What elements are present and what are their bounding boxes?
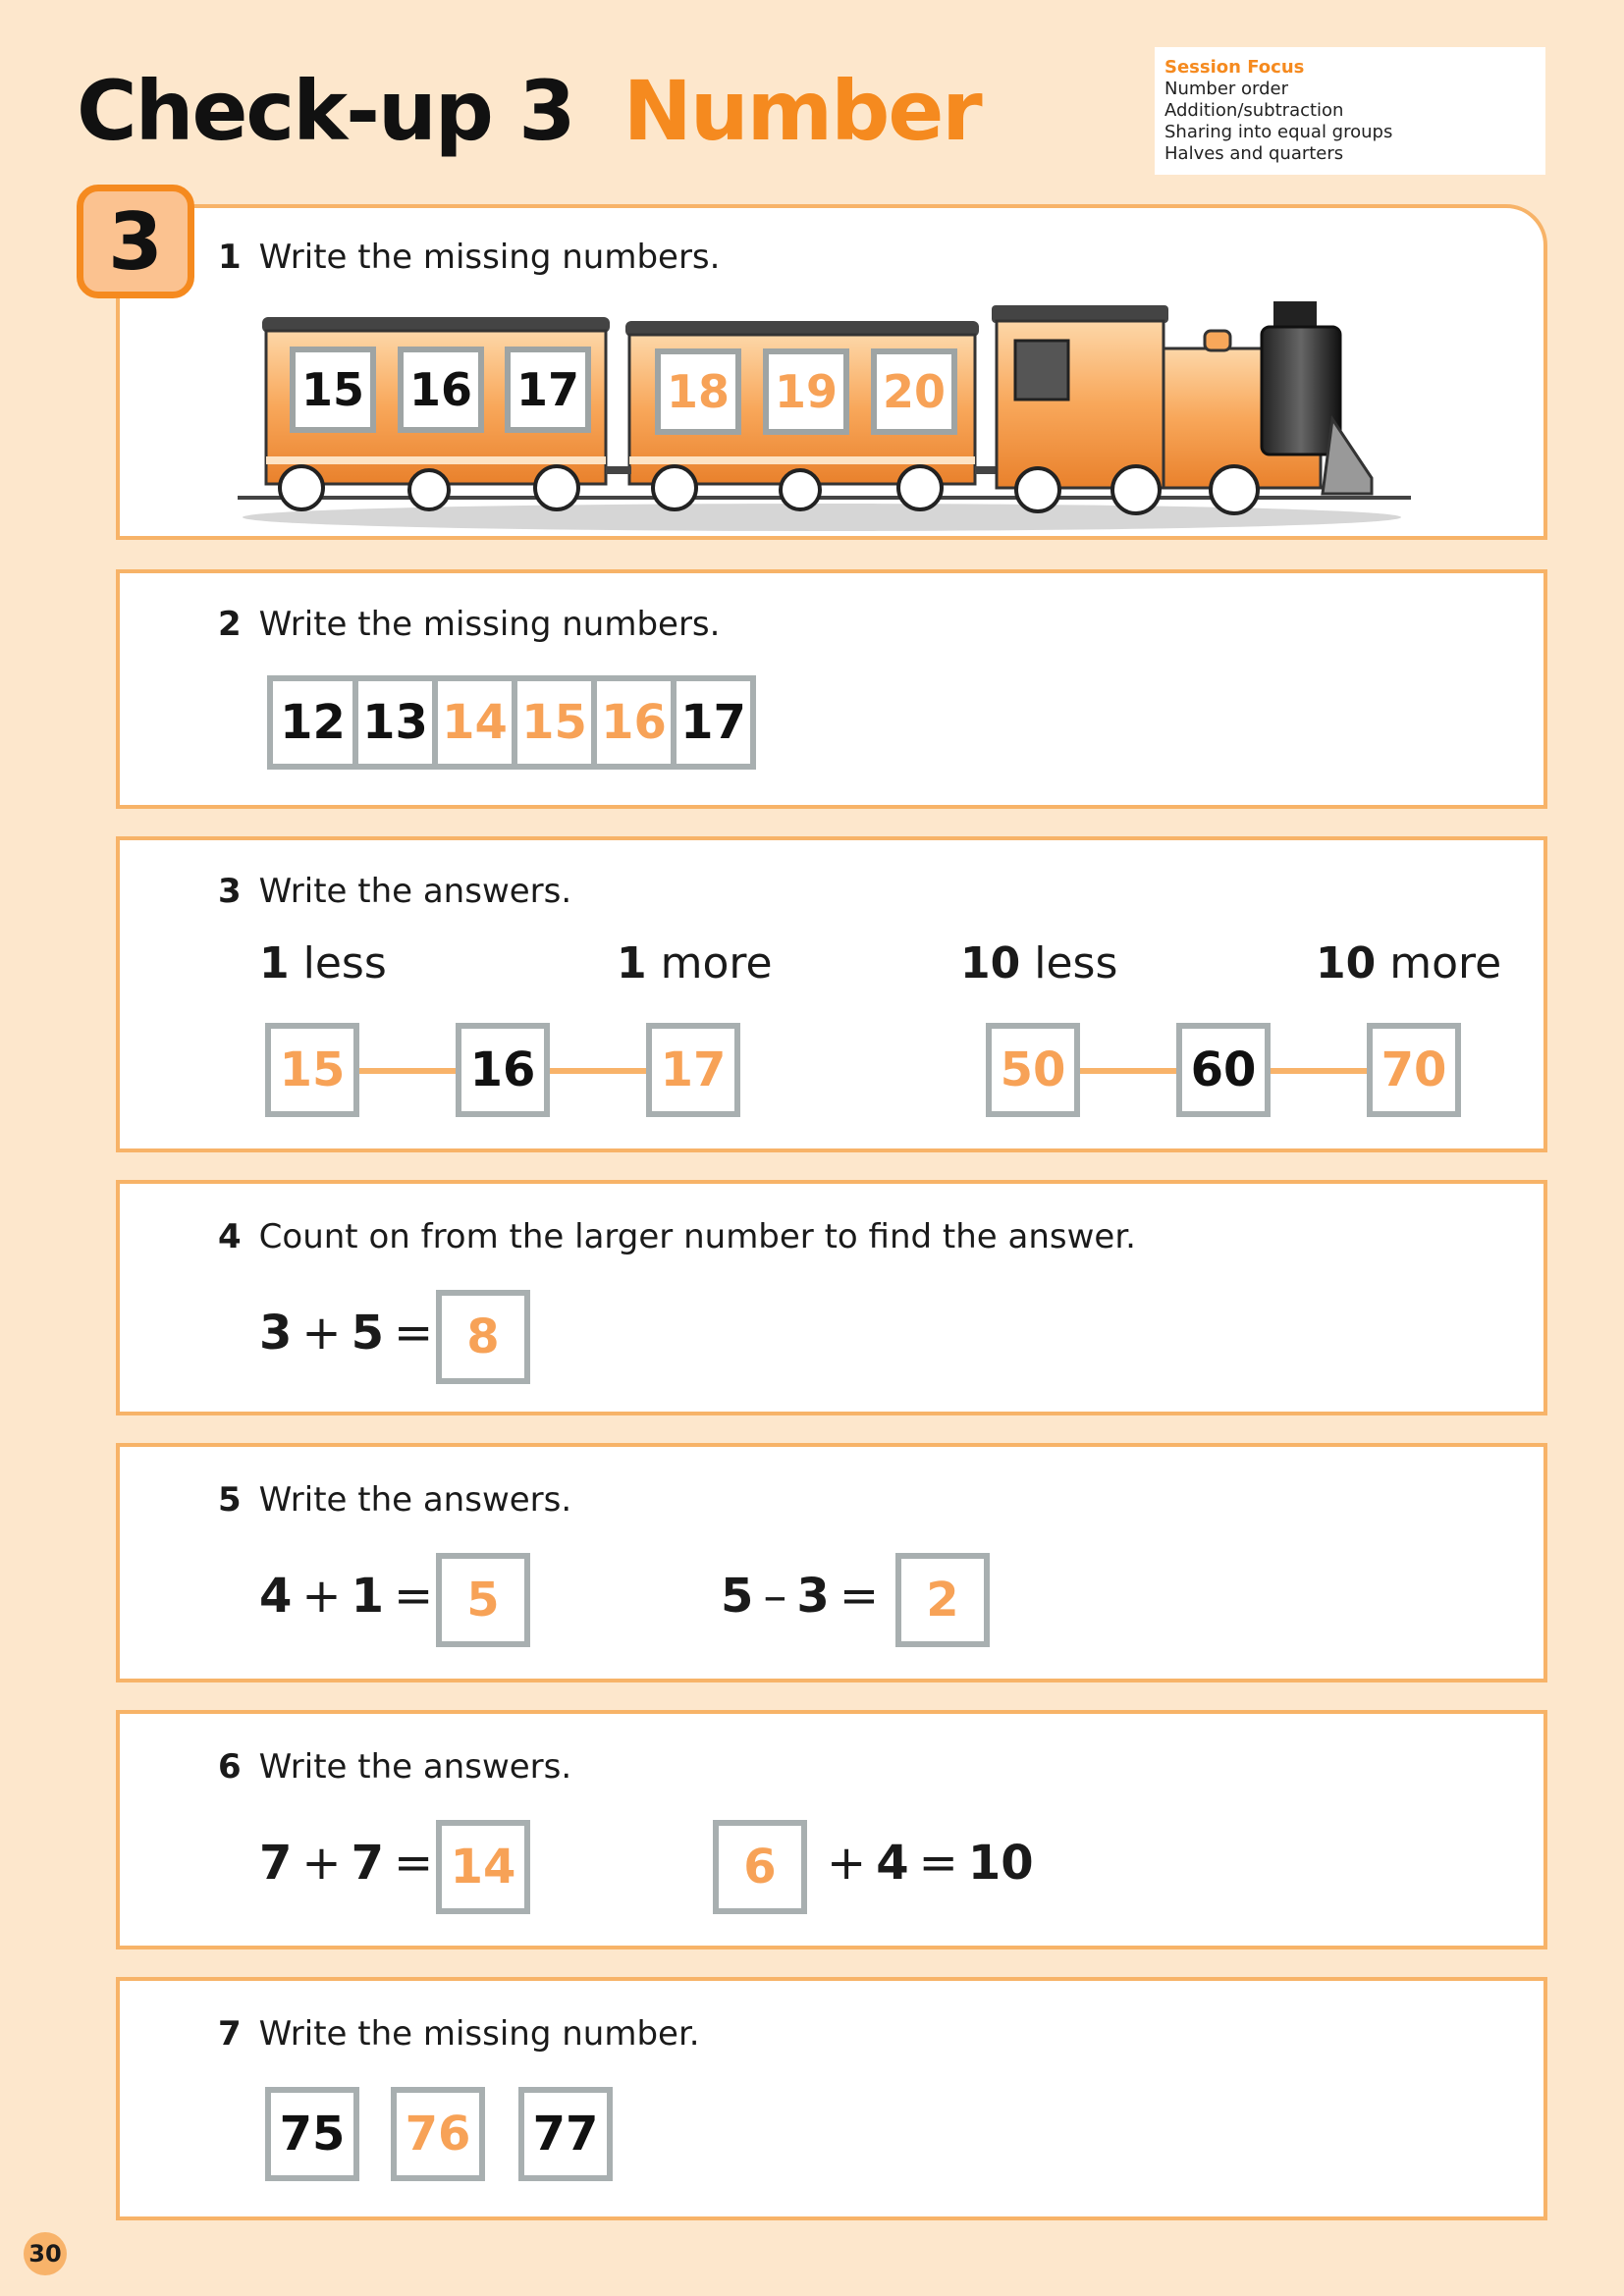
question-card-6 <box>116 1710 1547 1949</box>
train-window: 17 <box>505 347 591 433</box>
question-card-5 <box>116 1443 1547 1682</box>
question-number: 3 <box>218 872 242 911</box>
session-focus-item: Halves and quarters <box>1164 143 1344 164</box>
question-instruction: Write the answers. <box>258 1480 572 1520</box>
question-instruction: Write the answers. <box>258 1747 572 1787</box>
label-1-less: 1 less <box>259 938 387 988</box>
page-number: 30 <box>24 2232 67 2275</box>
page-title <box>77 57 981 165</box>
question-card-3 <box>116 836 1547 1152</box>
question-instruction: Write the missing number. <box>258 2014 700 2054</box>
train-window: 15 <box>290 347 376 433</box>
session-focus-item: Number order <box>1164 79 1289 99</box>
question-card-2 <box>116 569 1547 809</box>
question-2 <box>218 605 720 644</box>
question-instruction: Count on from the larger number to find the answer. <box>258 1217 1136 1256</box>
session-focus-heading: Session Focus <box>1164 57 1305 78</box>
train-window-answer: 20 <box>871 348 957 435</box>
equation: 4 + 1 = <box>259 1569 434 1624</box>
question-card-1 <box>116 204 1547 540</box>
answer-box: 14 <box>436 1820 530 1914</box>
question-7 <box>218 2014 700 2054</box>
equation: 3 + 5 = <box>259 1306 434 1361</box>
question-1 <box>218 238 720 277</box>
equation: 5 – 3 = <box>721 1569 880 1624</box>
answer-box: 76 <box>391 2087 485 2181</box>
session-focus-item: Sharing into equal groups <box>1164 122 1393 142</box>
strip-cell-answer: 14 <box>432 681 512 764</box>
question-number: 1 <box>218 238 242 277</box>
strip-cell-answer: 15 <box>512 681 591 764</box>
question-number: 5 <box>218 1480 242 1520</box>
question-instruction: Write the answers. <box>258 872 572 911</box>
question-number: 6 <box>218 1747 242 1787</box>
strip-cell: 17 <box>671 681 750 764</box>
equation: 7 + 7 = <box>259 1836 434 1891</box>
given-box: 77 <box>518 2087 613 2181</box>
answer-box: 2 <box>895 1553 990 1647</box>
strip-cell-answer: 16 <box>591 681 671 764</box>
train-window-answer: 18 <box>655 348 741 435</box>
question-3 <box>218 872 571 911</box>
question-card-4 <box>116 1180 1547 1415</box>
given-box: 75 <box>265 2087 359 2181</box>
answer-box: 6 <box>713 1820 807 1914</box>
session-focus-box <box>1155 47 1545 175</box>
answer-box-1-more: 17 <box>646 1023 740 1117</box>
label-10-less: 10 less <box>960 938 1118 988</box>
title-topic: Number <box>623 63 981 159</box>
equation: + 4 = 10 <box>827 1836 1034 1891</box>
title-prefix: Check-up 3 <box>77 63 574 159</box>
label-10-more: 10 more <box>1316 938 1502 988</box>
question-card-7 <box>116 1977 1547 2220</box>
train-window: 16 <box>398 347 484 433</box>
answer-box: 5 <box>436 1553 530 1647</box>
strip-cell: 12 <box>280 695 346 750</box>
question-number: 2 <box>218 605 242 644</box>
answer-box-10-less: 50 <box>986 1023 1080 1117</box>
given-box: 16 <box>456 1023 550 1117</box>
strip-cell: 13 <box>352 681 432 764</box>
train-illustration <box>233 301 1431 533</box>
question-4 <box>218 1217 1136 1256</box>
answer-box-1-less: 15 <box>265 1023 359 1117</box>
question-instruction: Write the missing numbers. <box>258 238 721 277</box>
number-strip <box>267 675 756 770</box>
section-badge: 3 <box>77 185 194 298</box>
train-window-answer: 19 <box>763 348 849 435</box>
answer-box: 8 <box>436 1290 530 1384</box>
answer-box-10-more: 70 <box>1367 1023 1461 1117</box>
session-focus-item: Addition/subtraction <box>1164 100 1344 121</box>
question-instruction: Write the missing numbers. <box>258 605 721 644</box>
label-1-more: 1 more <box>617 938 773 988</box>
question-number: 4 <box>218 1217 242 1256</box>
question-5 <box>218 1480 571 1520</box>
question-6 <box>218 1747 571 1787</box>
given-box: 60 <box>1176 1023 1271 1117</box>
question-number: 7 <box>218 2014 242 2054</box>
